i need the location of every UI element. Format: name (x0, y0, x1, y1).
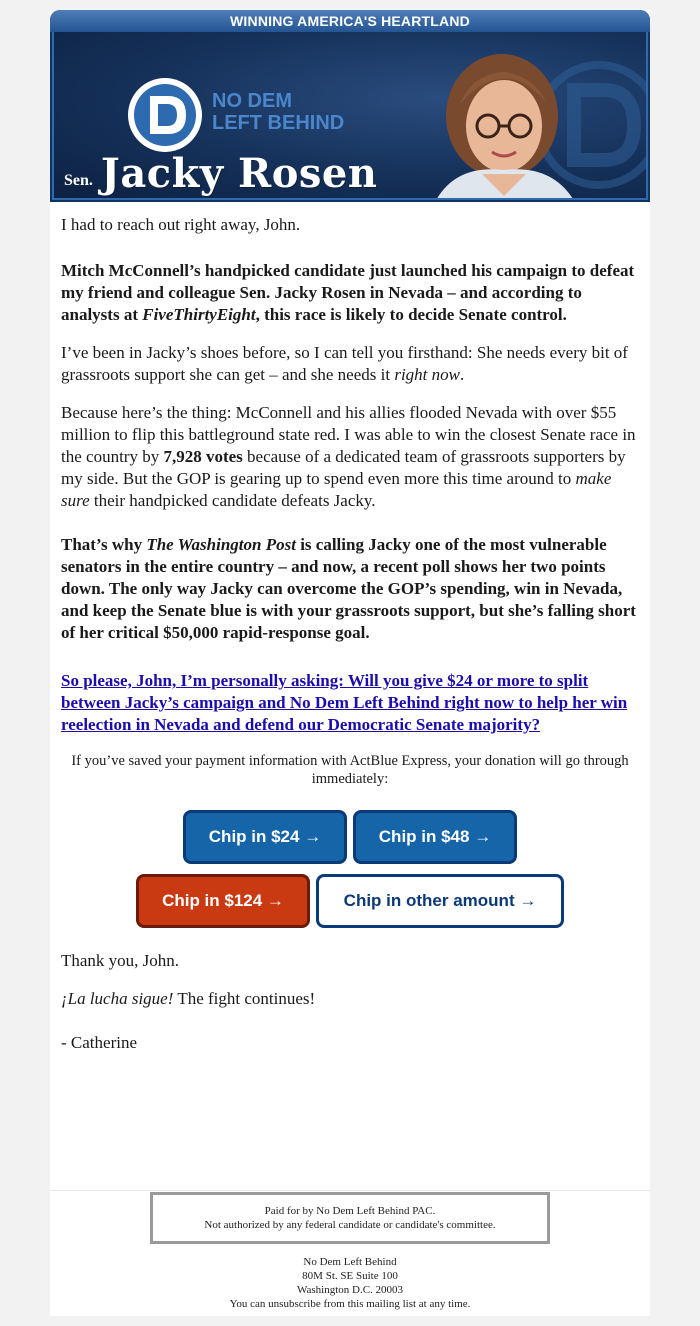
p1-text-a: Mitch McConnell’s handpicked candidate just launched his campaign to defeat my friend and colleague Sen. Jacky Rosen in Nevada – and according to analysts at (61, 261, 635, 324)
p4-italic: The Washington Post (146, 535, 296, 554)
button-row-2 (61, 874, 639, 928)
email-body (61, 214, 639, 1070)
chip-in-48-button[interactable]: Chip in $48 → (353, 810, 517, 864)
actblue-express-note: If you’ve saved your payment information with ActBlue Express, your donation will go through immediately: (71, 753, 629, 787)
paid-for-line: Paid for by No Dem Left Behind PAC. (264, 1205, 436, 1217)
p3-text-c: their handpicked candidate defeats Jacky. (89, 491, 376, 510)
banner-image (52, 32, 648, 200)
senator-portrait-icon (394, 46, 594, 200)
p2-text-a: I’ve been in Jacky’s shoes before, so I can tell you firsthand: She needs every bit of grassroots support she can get – and she needs it (61, 343, 628, 384)
no-dem-left-behind-logo-icon (126, 76, 204, 154)
paid-for-disclaimer (150, 1192, 550, 1244)
not-authorized-line: Not authorized by any federal candidate or candidate's committee. (204, 1219, 496, 1231)
footer-divider (50, 1190, 650, 1191)
p4-text-a: That’s why (61, 535, 147, 554)
unsubscribe-text[interactable]: You can unsubscribe from this mailing list at any time. (229, 1298, 471, 1310)
p3-italic: make sure (61, 469, 612, 510)
lucha-italic: ¡La lucha sigue! (61, 989, 174, 1008)
donate-cta-link[interactable]: So please, John, I’m personally asking: Will you give $24 or more to split between Jacky’s campaign and No Dem Left Behind right now to help her win reelection in Nevada and defend our Democratic Senate majority? (61, 671, 628, 734)
p2-italic: right now (394, 365, 460, 384)
street-address: 80M St. SE Suite 100 (302, 1270, 398, 1282)
banner-strip-title: WINNING AMERICA'S HEARTLAND (50, 10, 650, 32)
logo-text (212, 90, 344, 134)
p3-bold: 7,928 votes (163, 447, 243, 466)
logo-line2: LEFT BEHIND (212, 112, 345, 134)
p1-text-b: , this race is likely to decide Senate control. (255, 305, 567, 324)
paragraph-1 (61, 260, 639, 326)
chip-in-24-button[interactable]: Chip in $24 → (183, 810, 347, 864)
senator-prefix: Sen. (64, 172, 93, 189)
button-row-1 (61, 810, 639, 864)
p2-text-b: . (459, 365, 465, 384)
lucha-rest: The fight continues! (173, 989, 316, 1008)
paragraph-4 (61, 534, 639, 644)
org-name: No Dem Left Behind (303, 1256, 397, 1268)
chip-in-124-button[interactable]: Chip in $124 → (136, 874, 310, 928)
p3-text-a: Because here’s the thing: McConnell and his allies flooded Nevada with over $55 million to flip this battleground state red. I was able to win the closest Senate race in the country by (61, 403, 636, 466)
senator-name-title (64, 150, 377, 197)
paragraph-2 (61, 342, 639, 386)
greeting: I had to reach out right away, John. (61, 215, 301, 234)
p1-italic: FiveThirtyEight (142, 305, 256, 324)
senator-name: Jacky Rosen (100, 150, 378, 197)
paragraph-3 (61, 402, 639, 512)
signature: - Catherine (61, 1033, 137, 1052)
logo-line1: NO DEM (212, 90, 292, 112)
p4-text-b: is calling Jacky one of the most vulnerable senators in the entire country – and now, a recent poll shows her two points down. The only way Jacky can overcome the GOP’s spending, win in Nevada, and keep the Senate blue is with your grassroots support, but she’s falling short of her critical $50,000 rapid-response goal. (61, 535, 636, 642)
footer-address (50, 1255, 650, 1311)
header-banner (50, 10, 650, 202)
p3-text-b: because of a dedicated team of grassroots supporters by my side. But the GOP is gearing up to spend even more this time around to (61, 447, 626, 488)
thank-you: Thank you, John. (61, 951, 180, 970)
email-page (50, 10, 650, 1316)
la-lucha-sigue (61, 988, 639, 1010)
closing (61, 950, 639, 1054)
city-address: Washington D.C. 20003 (296, 1284, 404, 1296)
chip-in-other-amount-button[interactable]: Chip in other amount → (316, 874, 564, 928)
